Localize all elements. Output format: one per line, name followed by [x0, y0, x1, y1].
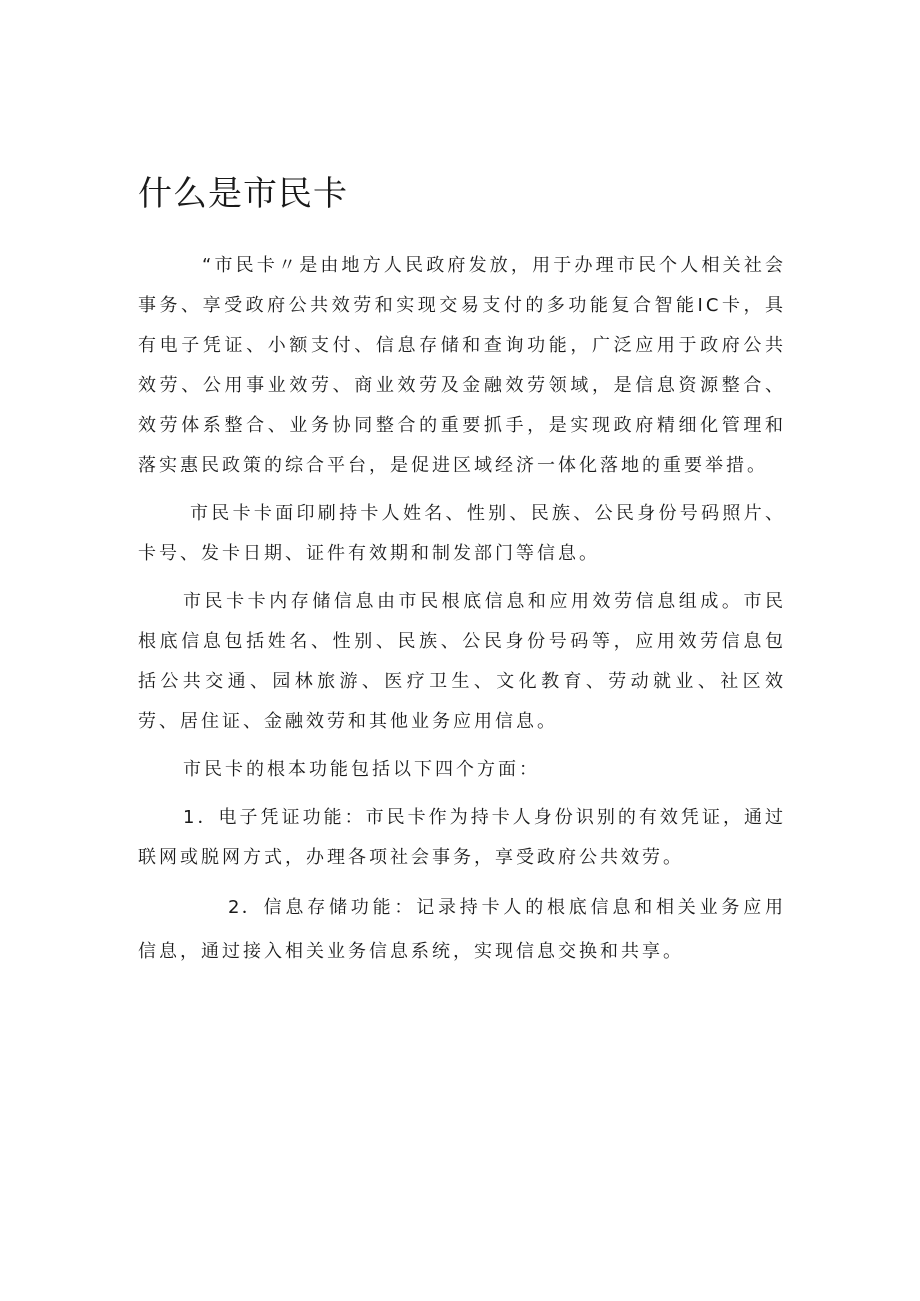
- paragraph-card-storage: 市民卡卡内存储信息由市民根底信息和应用效劳信息组成。市民根底信息包括姓名、性别、民族、公民身份号码等，应用效劳信息包括公共交通、园林旅游、医疗卫生、文化教育、劳动就业、社区效劳、居住证、金融效劳和其他业务应用信息。: [138, 591, 786, 732]
- paragraph-functions-intro: 市民卡的根本功能包括以下四个方面：: [183, 759, 540, 780]
- list-item-electronic-credential: 1．电子凭证功能：市民卡作为持卡人身份识别的有效凭证，通过联网或脱网方式，办理各项社会事务，享受政府公共效劳。: [138, 807, 786, 868]
- list-item-number: 2: [228, 897, 243, 918]
- paragraph-card-face: 市民卡卡面印刷持卡人姓名、性别、民族、公民身份号码照片、卡号、发卡日期、证件有效期和制发部门等信息。: [138, 503, 786, 564]
- list-item-text: ．信息存储功能：记录持卡人的根底信息和相关业务应用信息，通过接入相关业务信息系统，实现信息交换和共享。: [138, 897, 786, 962]
- document-body: [138, 246, 786, 974]
- list-item-information-storage: [138, 886, 786, 974]
- page-title: 什么是市民卡: [138, 174, 348, 214]
- paragraph-definition: “市民卡〃是由地方人民政府发放，用于办理市民个人相关社会事务、享受政府公共效劳和实现交易支付的多功能复合智能IC卡，具有电子凭证、小额支付、信息存储和查询功能，广泛应用于政府公共效劳、公用事业效劳、商业效劳及金融效劳领域，是信息资源整合、效劳体系整合、业务协同整合的重要抓手，是实现政府精细化管理和落实惠民政策的综合平台，是促进区域经济一体化落地的重要举措。: [138, 255, 786, 476]
